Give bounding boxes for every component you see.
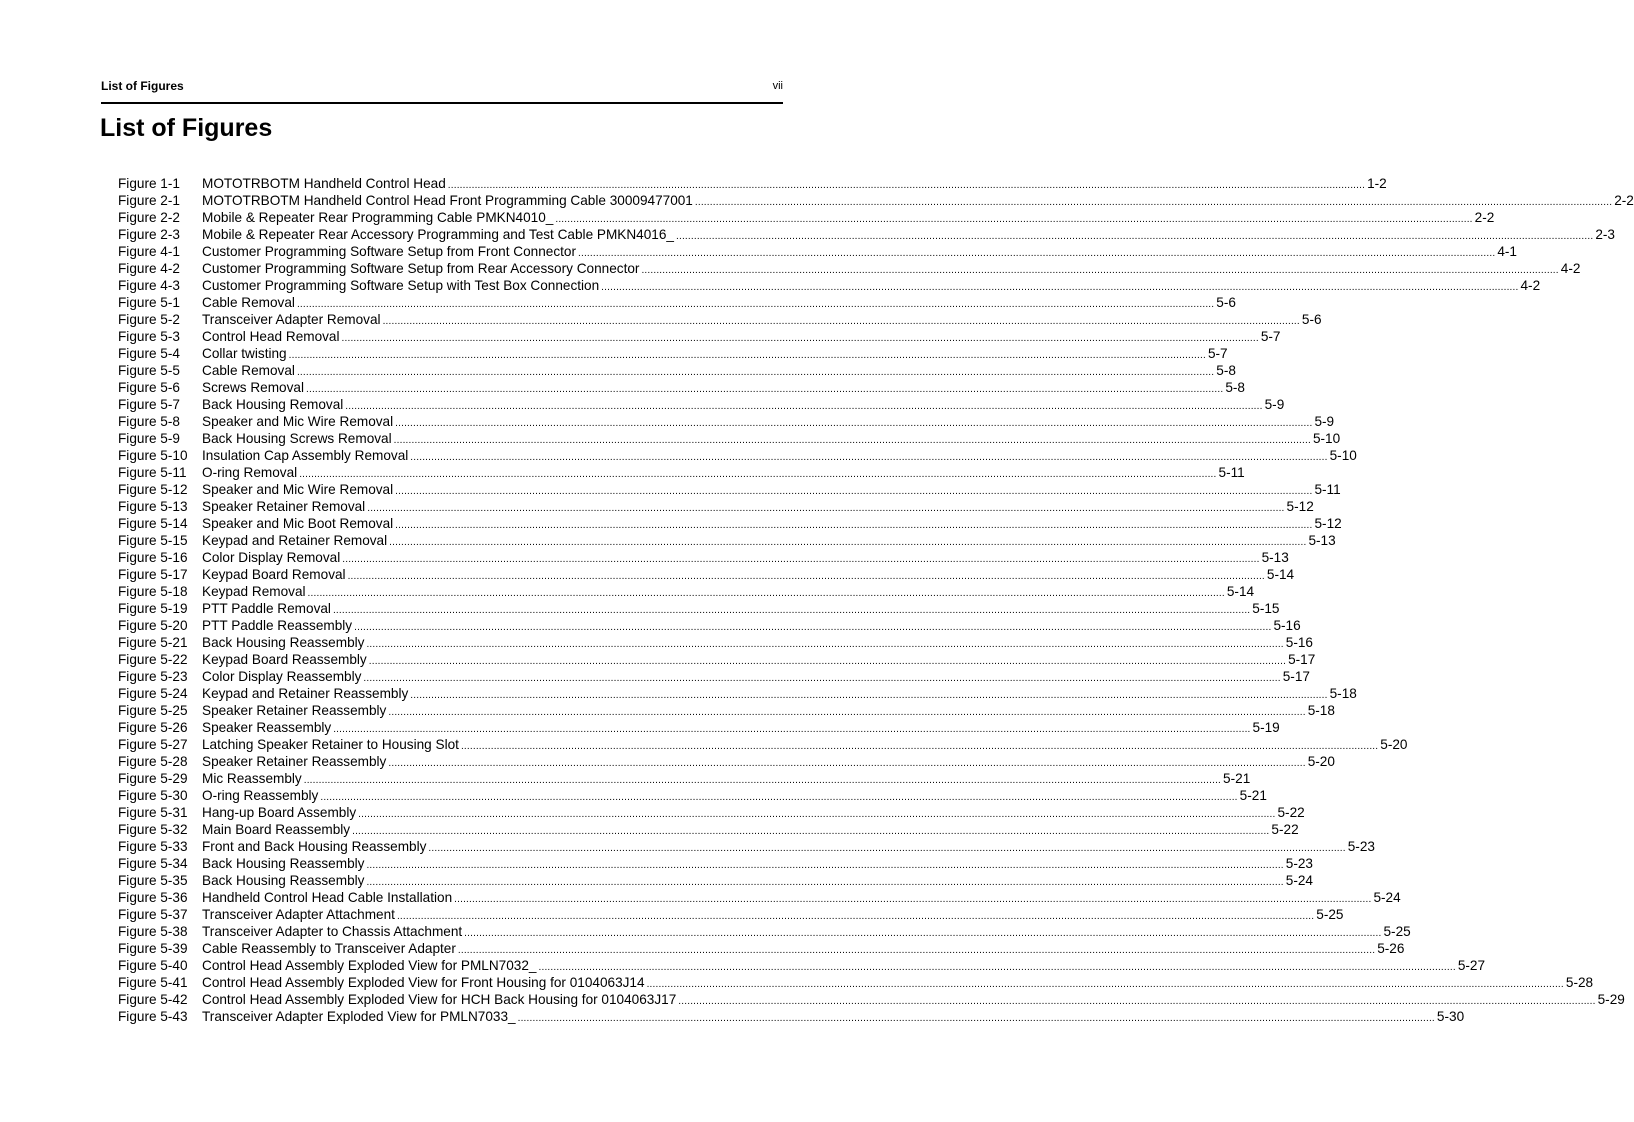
figure-entry[interactable] [118, 396, 1285, 413]
figure-number: Figure 5-33 [118, 839, 188, 854]
header-page-number: vii [772, 80, 783, 92]
figure-page-number: 5-25 [1316, 907, 1344, 922]
dot-leader [354, 619, 1271, 636]
figure-number: Figure 5-27 [118, 737, 188, 752]
dot-leader [358, 806, 1275, 823]
dot-leader [304, 772, 1221, 789]
figure-number: Figure 5-43 [118, 1009, 188, 1024]
dot-leader [306, 381, 1223, 398]
figure-number: Figure 5-9 [118, 431, 180, 446]
figure-number: Figure 5-30 [118, 788, 188, 803]
figure-title: Control Head Assembly Exploded View for Front Housing for 0104063J14 [202, 975, 645, 990]
figure-page-number: 5-6 [1301, 312, 1322, 327]
figure-page-number: 5-10 [1329, 448, 1357, 463]
dot-leader [299, 466, 1216, 483]
figure-entry[interactable] [118, 634, 1313, 651]
figure-title: Insulation Cap Assembly Removal [202, 448, 409, 463]
figure-page-number: 5-8 [1216, 363, 1236, 378]
figure-title: Handheld Control Head Cable Installation [202, 890, 453, 905]
figure-entry[interactable] [118, 974, 1594, 991]
figure-entry[interactable] [118, 481, 1341, 498]
figure-title: Cable Removal [202, 295, 295, 310]
dot-leader [647, 976, 1564, 993]
figure-entry[interactable] [118, 583, 1255, 600]
dot-leader [297, 364, 1214, 381]
figure-page-number: 5-13 [1308, 533, 1336, 548]
figure-page-number: 5-15 [1252, 601, 1280, 616]
figure-entry[interactable] [118, 192, 1634, 209]
figure-title: Latching Speaker Retainer to Housing Slot [202, 737, 459, 752]
figure-page-number: 5-28 [1565, 975, 1594, 990]
figure-entry[interactable] [118, 294, 1236, 311]
figure-entry[interactable] [118, 243, 1517, 260]
figure-title: Back Housing Reassembly [202, 873, 365, 888]
figure-title: Speaker Retainer Removal [202, 499, 366, 514]
dot-leader [367, 500, 1284, 517]
figure-number: Figure 5-29 [118, 771, 188, 786]
figure-title: PTT Paddle Removal [202, 601, 331, 616]
figure-entry[interactable] [118, 906, 1344, 923]
figure-entry[interactable] [118, 821, 1299, 838]
figure-title: Mobile & Repeater Rear Accessory Programming and Test Cable PMKN4016_ [202, 227, 674, 242]
dot-leader [388, 755, 1305, 772]
figure-number: Figure 5-42 [118, 992, 188, 1007]
figure-number: Figure 5-40 [118, 958, 188, 973]
figure-page-number: 4-1 [1497, 244, 1517, 259]
figure-entry[interactable] [118, 940, 1405, 957]
figure-page-number: 5-22 [1277, 805, 1305, 820]
dot-leader [461, 738, 1378, 755]
dot-leader [410, 687, 1327, 704]
figure-entry[interactable] [118, 209, 1495, 226]
figure-number: Figure 5-12 [118, 482, 188, 497]
dot-leader [345, 398, 1262, 415]
figure-title: Transceiver Adapter to Chassis Attachment [202, 924, 463, 939]
figure-number: Figure 5-7 [118, 397, 180, 412]
page-title: List of Figures [100, 114, 273, 142]
figure-page-number: 5-25 [1383, 924, 1411, 939]
figure-title: Keypad Board Reassembly [202, 652, 367, 667]
figure-title: Transceiver Adapter Exploded View for PMLN7033_ [202, 1009, 516, 1024]
figure-number: Figure 2-1 [118, 193, 180, 208]
figure-entry[interactable] [118, 770, 1251, 787]
figure-entry[interactable] [118, 889, 1401, 906]
figure-page-number: 5-20 [1380, 737, 1408, 752]
dot-leader [333, 721, 1250, 738]
figure-entry[interactable] [118, 260, 1581, 277]
figure-page-number: 4-2 [1520, 278, 1541, 293]
dot-leader [454, 891, 1371, 908]
figure-number: Figure 4-2 [118, 261, 180, 276]
figure-entry[interactable] [118, 957, 1486, 974]
figure-page-number: 5-16 [1273, 618, 1301, 633]
figure-number: Figure 1-1 [118, 176, 180, 191]
figure-title: Customer Programming Software Setup from Front Connector [202, 244, 576, 259]
figure-page-number: 5-18 [1329, 686, 1357, 701]
dot-leader [395, 517, 1312, 534]
figure-number: Figure 5-41 [118, 975, 188, 990]
figure-page-number: 2-2 [1474, 210, 1495, 225]
figure-number: Figure 5-14 [118, 516, 188, 531]
figure-page-number: 5-6 [1216, 295, 1236, 310]
figure-number: Figure 5-36 [118, 890, 188, 905]
figure-page-number: 5-23 [1285, 856, 1313, 871]
header-section-title: List of Figures [101, 79, 184, 93]
figure-title: Keypad Board Removal [202, 567, 346, 582]
figure-title: Back Housing Reassembly [202, 856, 365, 871]
figure-entry[interactable] [118, 311, 1322, 328]
figure-title: MOTOTRBOTM Handheld Control Head Front Programming Cable 30009477001 [202, 193, 693, 208]
dot-leader [389, 534, 1306, 551]
figure-number: Figure 4-3 [118, 278, 180, 293]
figure-title: Collar twisting [202, 346, 287, 361]
figure-title: Control Head Assembly Exploded View for PMLN7032_ [202, 958, 537, 973]
figure-entry[interactable] [118, 515, 1342, 532]
figure-page-number: 5-14 [1266, 567, 1295, 582]
figure-number: Figure 2-3 [118, 227, 180, 242]
figure-title: Screws Removal [202, 380, 304, 395]
figure-entry[interactable] [118, 855, 1313, 872]
dot-leader [383, 313, 1300, 330]
figure-page-number: 5-13 [1261, 550, 1289, 565]
figure-entry[interactable] [118, 1008, 1465, 1025]
figure-title: Mobile & Repeater Rear Programming Cable PMKN4010_ [202, 210, 554, 225]
figure-number: Figure 5-35 [118, 873, 188, 888]
figure-entry[interactable] [118, 175, 1387, 192]
dot-leader [369, 653, 1286, 670]
dot-leader [297, 296, 1214, 313]
figure-entry[interactable] [118, 651, 1316, 668]
figure-entry[interactable] [118, 464, 1245, 481]
figure-page-number: 5-9 [1264, 397, 1285, 412]
dot-leader [395, 415, 1312, 432]
figure-number: Figure 5-4 [118, 346, 180, 361]
figure-number: Figure 5-1 [118, 295, 180, 310]
dot-leader [342, 330, 1259, 347]
figure-entry[interactable] [118, 804, 1305, 821]
dot-leader [578, 245, 1495, 262]
figure-page-number: 5-27 [1457, 958, 1486, 973]
figure-entry[interactable] [118, 498, 1314, 515]
dot-leader [397, 908, 1314, 925]
figure-list [118, 175, 1634, 1025]
figure-number: Figure 2-2 [118, 210, 180, 225]
figure-page-number: 5-17 [1282, 669, 1310, 684]
figure-title: Customer Programming Software Setup from Rear Accessory Connector [202, 261, 640, 276]
figure-page-number: 5-26 [1377, 941, 1405, 956]
figure-title: MOTOTRBOTM Handheld Control Head [202, 176, 446, 191]
figure-title: Hang-up Board Assembly [202, 805, 357, 820]
dot-leader [601, 279, 1518, 296]
figure-page-number: 5-23 [1347, 839, 1375, 854]
figure-number: Figure 5-26 [118, 720, 188, 735]
figure-title: Customer Programming Software Setup with Test Box Connection [202, 278, 600, 293]
figure-title: Transceiver Adapter Removal [202, 312, 381, 327]
figure-title: Keypad and Retainer Removal [202, 533, 388, 548]
figure-entry[interactable] [118, 787, 1267, 804]
figure-page-number: 5-9 [1314, 414, 1335, 429]
dot-leader [348, 568, 1265, 585]
dot-leader [366, 874, 1283, 891]
figure-page-number: 5-21 [1239, 788, 1267, 803]
figure-entry[interactable] [118, 923, 1411, 940]
figure-entry[interactable] [118, 362, 1236, 379]
figure-entry[interactable] [118, 991, 1625, 1008]
dot-leader [676, 228, 1593, 245]
figure-title: Color Display Removal [202, 550, 341, 565]
figure-number: Figure 5-38 [118, 924, 188, 939]
figure-entry[interactable] [118, 447, 1357, 464]
figure-entry[interactable] [118, 345, 1228, 362]
figure-page-number: 5-24 [1373, 890, 1401, 905]
figure-page-number: 5-22 [1271, 822, 1299, 837]
dot-leader [395, 483, 1312, 500]
figure-page-number: 5-19 [1252, 720, 1280, 735]
figure-title: O-ring Reassembly [202, 788, 319, 803]
figure-number: Figure 5-25 [118, 703, 188, 718]
figure-number: Figure 5-31 [118, 805, 188, 820]
dot-leader [555, 211, 1472, 228]
figure-number: Figure 5-18 [118, 584, 188, 599]
figure-page-number: 5-20 [1307, 754, 1335, 769]
figure-page-number: 5-16 [1285, 635, 1313, 650]
figure-number: Figure 5-32 [118, 822, 188, 837]
figure-entry[interactable] [118, 566, 1295, 583]
dot-leader [464, 925, 1381, 942]
figure-page-number: 5-12 [1314, 516, 1342, 531]
figure-title: Front and Back Housing Reassembly [202, 839, 427, 854]
dot-leader [366, 636, 1283, 653]
figure-title: Speaker Retainer Reassembly [202, 754, 387, 769]
figure-number: Figure 5-3 [118, 329, 180, 344]
figure-number: Figure 5-13 [118, 499, 188, 514]
figure-entry[interactable] [118, 379, 1245, 396]
dot-leader [352, 823, 1269, 840]
dot-leader [289, 347, 1206, 364]
figure-entry[interactable] [118, 328, 1281, 345]
figure-entry[interactable] [118, 838, 1375, 855]
figure-title: Speaker and Mic Wire Removal [202, 482, 394, 497]
figure-title: Transceiver Adapter Attachment [202, 907, 395, 922]
figure-page-number: 5-11 [1218, 465, 1245, 480]
figure-number: Figure 5-24 [118, 686, 188, 701]
figure-entry[interactable] [118, 736, 1408, 753]
dot-leader [366, 857, 1283, 874]
figure-title: Back Housing Reassembly [202, 635, 365, 650]
figure-page-number: 2-3 [1595, 227, 1615, 242]
figure-entry[interactable] [118, 702, 1335, 719]
figure-title: Speaker and Mic Boot Removal [202, 516, 394, 531]
figure-number: Figure 4-1 [118, 244, 180, 259]
figure-number: Figure 5-17 [118, 567, 188, 582]
dot-leader [518, 1010, 1435, 1027]
figure-page-number: 5-17 [1288, 652, 1316, 667]
figure-number: Figure 5-8 [118, 414, 180, 429]
figure-entry[interactable] [118, 617, 1301, 634]
figure-title: Mic Reassembly [202, 771, 302, 786]
figure-title: Main Board Reassembly [202, 822, 351, 837]
figure-number: Figure 5-16 [118, 550, 188, 565]
figure-title: O-ring Removal [202, 465, 298, 480]
figure-number: Figure 5-39 [118, 941, 188, 956]
figure-entry[interactable] [118, 549, 1289, 566]
figure-title: Speaker Reassembly [202, 720, 332, 735]
figure-page-number: 5-30 [1436, 1009, 1465, 1024]
figure-page-number: 5-18 [1307, 703, 1335, 718]
figure-title: Control Head Removal [202, 329, 340, 344]
figure-entry[interactable] [118, 753, 1335, 770]
figure-entry[interactable] [118, 719, 1280, 736]
figure-number: Figure 5-20 [118, 618, 188, 633]
figure-entry[interactable] [118, 685, 1357, 702]
figure-entry[interactable] [118, 226, 1615, 243]
figure-title: Keypad Removal [202, 584, 306, 599]
figure-entry[interactable] [118, 413, 1335, 430]
dot-leader [458, 942, 1375, 959]
figure-entry[interactable] [118, 600, 1280, 617]
figure-title: Control Head Assembly Exploded View for HCH Back Housing for 0104063J17 [202, 992, 677, 1007]
figure-entry[interactable] [118, 430, 1341, 447]
figure-title: Cable Reassembly to Transceiver Adapter [202, 941, 456, 956]
figure-entry[interactable] [118, 277, 1541, 294]
figure-number: Figure 5-11 [118, 465, 187, 480]
figure-number: Figure 5-37 [118, 907, 188, 922]
figure-number: Figure 5-34 [118, 856, 188, 871]
figure-number: Figure 5-6 [118, 380, 180, 395]
figure-title: Color Display Reassembly [202, 669, 362, 684]
figure-page-number: 5-7 [1260, 329, 1281, 344]
figure-number: Figure 5-21 [118, 635, 188, 650]
dot-leader [320, 789, 1237, 806]
figure-number: Figure 5-28 [118, 754, 188, 769]
figure-number: Figure 5-22 [118, 652, 188, 667]
figure-page-number: 5-21 [1223, 771, 1251, 786]
figure-page-number: 5-8 [1225, 380, 1245, 395]
dot-leader [388, 704, 1305, 721]
figure-title: Speaker Retainer Reassembly [202, 703, 387, 718]
figure-title: Back Housing Screws Removal [202, 431, 392, 446]
dot-leader [363, 670, 1280, 687]
figure-page-number: 5-29 [1597, 992, 1625, 1007]
figure-page-number: 5-24 [1285, 873, 1313, 888]
figure-entry[interactable] [118, 668, 1310, 685]
figure-number: Figure 5-19 [118, 601, 188, 616]
figure-page-number: 5-12 [1286, 499, 1314, 514]
figure-title: Speaker and Mic Wire Removal [202, 414, 394, 429]
figure-page-number: 4-2 [1560, 261, 1581, 276]
dot-leader [428, 840, 1345, 857]
figure-entry[interactable] [118, 532, 1336, 549]
dot-leader [308, 585, 1225, 602]
figure-number: Figure 5-10 [118, 448, 188, 463]
figure-page-number: 1-2 [1367, 176, 1387, 191]
figure-number: Figure 5-2 [118, 312, 180, 327]
figure-title: Back Housing Removal [202, 397, 344, 412]
figure-page-number: 2-2 [1614, 193, 1634, 208]
dot-leader [539, 959, 1456, 976]
figure-page-number: 5-14 [1226, 584, 1255, 599]
dot-leader [394, 432, 1311, 449]
figure-title: PTT Paddle Reassembly [202, 618, 353, 633]
figure-number: Figure 5-5 [118, 363, 180, 378]
dot-leader [333, 602, 1250, 619]
figure-number: Figure 5-15 [118, 533, 188, 548]
figure-entry[interactable] [118, 872, 1313, 889]
dot-leader [342, 551, 1259, 568]
figure-title: Keypad and Retainer Reassembly [202, 686, 409, 701]
figure-number: Figure 5-23 [118, 669, 188, 684]
figure-title: Cable Removal [202, 363, 295, 378]
figure-page-number: 5-10 [1312, 431, 1341, 446]
page-header [101, 78, 783, 104]
dot-leader [410, 449, 1327, 466]
figure-page-number: 5-11 [1314, 482, 1341, 497]
figure-page-number: 5-7 [1207, 346, 1228, 361]
dot-leader [641, 262, 1558, 279]
